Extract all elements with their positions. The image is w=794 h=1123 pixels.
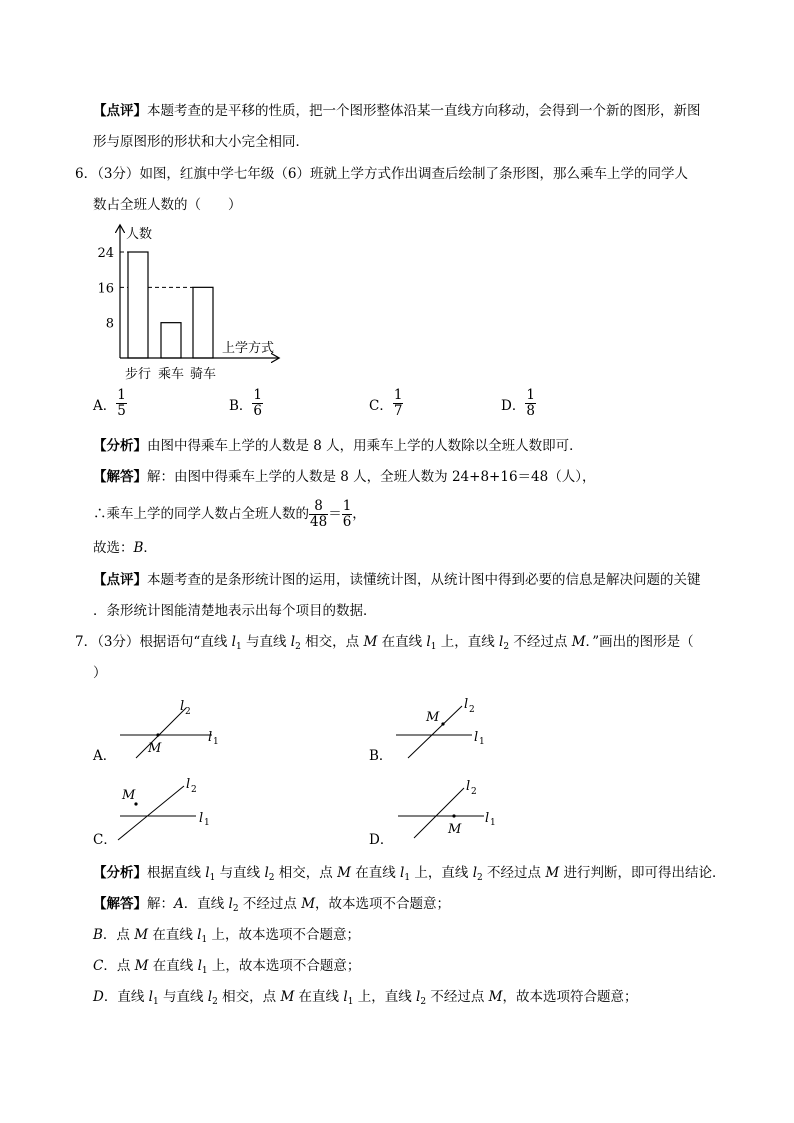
q7-figure-d — [388, 776, 508, 846]
option-fraction: $\frac{1}{8}$ — [526, 387, 535, 419]
q7-option-c-label: C． — [93, 832, 117, 848]
q6-option-b[interactable] — [229, 388, 263, 419]
q6-option-d[interactable] — [501, 388, 536, 419]
label-m: M — [122, 788, 136, 803]
option-fraction: $\frac{1}{7}$ — [393, 387, 403, 419]
q6-comment-line2: ．条形统计图能清楚地表示出每个项目的数据． — [93, 603, 377, 619]
q6-stem-line1: 6．（3分）如图，红旗中学七年级（6）班就上学方式作出调查后绘制了条形图，那么乘车上学的同学人 — [75, 166, 689, 182]
q6-comment-line1: 【点评】本题考查的是条形统计图的运用，读懂统计图，从统计图中得到必要的信息是解决问题的关键 — [93, 572, 701, 588]
label-l: l — [199, 811, 204, 826]
label-sub: 2 — [469, 705, 475, 715]
q7-analysis: 【分析】根据直线 $l_1$ 与直线 $l_2$ 相交，点 M 在直线 $l_1$ 上，直线 $l_2$ 不经过点 M 进行判断，即可得出结论． — [93, 865, 726, 883]
label-m: M — [148, 741, 162, 756]
q6-choice: 故选：B． — [93, 540, 157, 556]
label-l: l — [485, 811, 490, 826]
label-l: l — [464, 697, 469, 712]
point-m — [452, 814, 455, 817]
option-letter: A． — [93, 397, 117, 414]
point-m — [156, 733, 159, 736]
q7-answer-a: 【解答】解：A．直线 $l_2$ 不经过点 M，故本选项不合题意； — [93, 896, 451, 914]
label-l: l — [208, 730, 213, 745]
option-letter: C． — [369, 397, 393, 414]
option-letter: D． — [501, 397, 526, 414]
q6-bar-chart — [88, 222, 288, 382]
q7-stem-line2: ） — [93, 665, 107, 681]
label-sub: 1 — [204, 818, 210, 828]
q7-option-d-label: D． — [369, 832, 394, 848]
q6-calculation: ∴乘车上学的同学人数占全班人数的 $\frac{8}{48}$ ＝ $\frac{1}{6}$ ， — [93, 498, 366, 530]
label-l: l — [186, 777, 191, 792]
label-sub: 2 — [191, 785, 197, 795]
q7-option-b-label: B． — [369, 748, 393, 764]
bar-骑车 — [193, 287, 213, 358]
q7-answer-b: B．点 M 在直线 $l_1$ 上，故本选项不合题意； — [93, 927, 360, 945]
q7-answer-c: C．点 M 在直线 $l_1$ 上，故本选项不合题意； — [93, 958, 361, 976]
x-tick-label: 骑车 — [189, 367, 217, 382]
label-sub: 1 — [213, 737, 219, 747]
label-sub: 1 — [479, 737, 485, 747]
q6-option-a[interactable] — [93, 388, 127, 419]
q7-answer-d: D．直线 $l_1$ 与直线 $l_2$ 相交，点 M 在直线 $l_1$ 上，直线 $l_2$ 不经过点 M，故本选项符合题意； — [93, 989, 638, 1007]
x-tick-label: 乘车 — [157, 367, 185, 382]
intro-comment-line1: 【点评】本题考查的是平移的性质，把一个图形整体沿某一直线方向移动，会得到一个新的图形，新图 — [93, 103, 701, 119]
option-fraction: $\frac{1}{6}$ — [253, 387, 263, 419]
point-m — [441, 722, 444, 725]
x-tick-label: 步行 — [124, 367, 152, 382]
label-l: l — [466, 779, 471, 794]
q7-stem-line1: 7．（3分）根据语句“直线 $l_1$ 与直线 $l_2$ 相交，点 M 在直线 $l_1$ 上，直线 $l_2$ 不经过点 M．”画出的图形是（ — [75, 634, 694, 652]
label-m: M — [426, 710, 440, 725]
label-sub: 1 — [490, 818, 496, 828]
intro-comment-line2: 形与原图形的形状和大小完全相同． — [93, 134, 309, 150]
y-tick-label: 16 — [97, 281, 114, 297]
q6-answer: 【解答】解：由图中得乘车上学的人数是 8 人，全班人数为 24+8+16＝48（人）， — [93, 469, 596, 485]
x-axis-label: 上学方式 — [222, 341, 275, 356]
comment-tag: 【点评】 — [93, 103, 147, 119]
q6-stem-line2: 数占全班人数的（ ） — [93, 197, 242, 213]
y-tick-label: 24 — [97, 246, 114, 261]
label-sub: 2 — [471, 787, 477, 797]
label-m: M — [448, 822, 462, 837]
fraction-1-6: $\frac{1}{6}$ — [342, 498, 352, 530]
q7-option-a-label: A． — [93, 748, 117, 764]
q6-analysis: 【分析】由图中得乘车上学的人数是 8 人，用乘车上学的人数除以全班人数即可． — [93, 438, 583, 454]
option-letter: B． — [229, 397, 253, 414]
option-fraction: $\frac{1}{5}$ — [117, 387, 126, 419]
fraction-8-48: $\frac{8}{48}$ — [310, 498, 328, 530]
bar-步行 — [128, 252, 148, 358]
q7-figure-a — [112, 694, 232, 764]
q6-option-c[interactable] — [369, 388, 403, 419]
bar-乘车 — [161, 323, 181, 358]
y-tick-label: 8 — [105, 316, 114, 332]
label-l: l — [474, 730, 479, 745]
y-axis-label: 人数 — [126, 227, 153, 242]
q7-figure-b — [388, 694, 508, 764]
label-l: l — [180, 699, 185, 714]
q7-figure-c — [112, 776, 232, 846]
label-sub: 2 — [185, 707, 191, 717]
